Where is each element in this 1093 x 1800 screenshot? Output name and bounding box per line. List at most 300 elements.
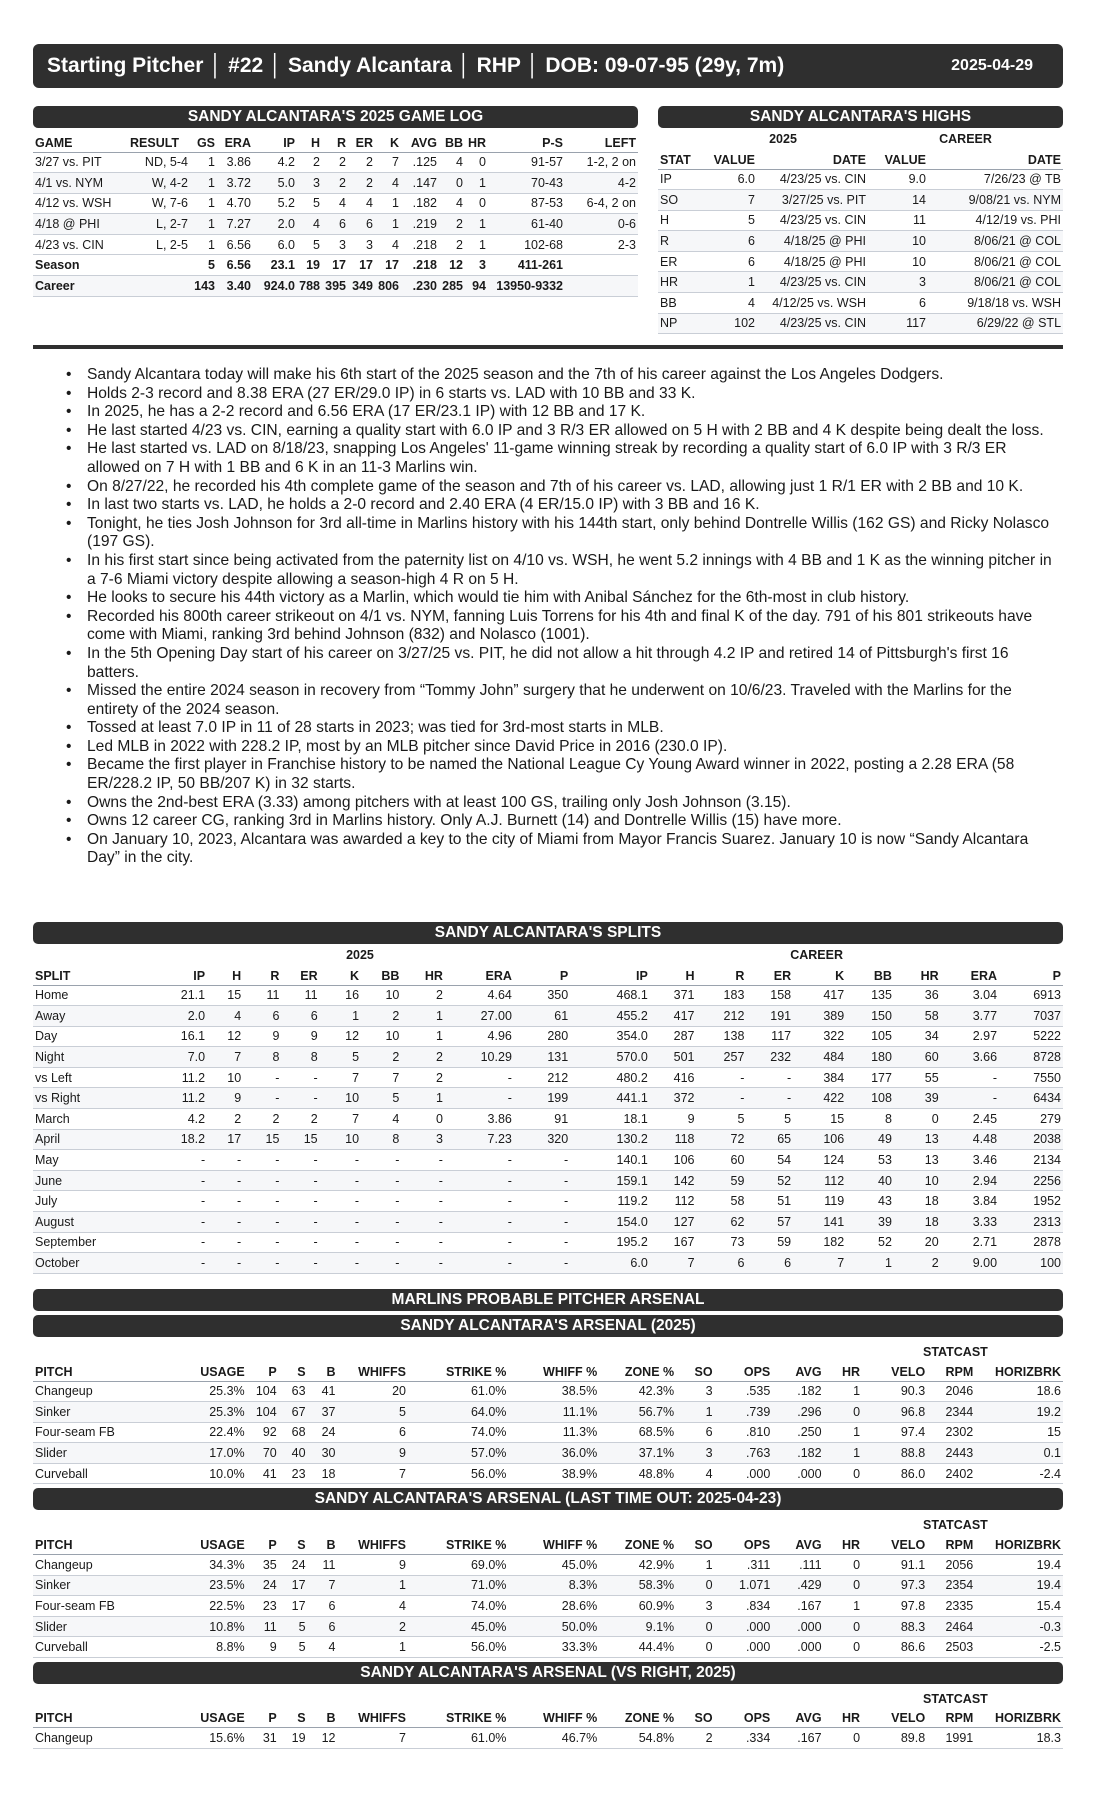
table-cell: 34.3% xyxy=(191,1554,247,1575)
table-row xyxy=(658,190,1063,211)
table-row xyxy=(33,276,638,297)
highs-table xyxy=(658,130,1063,334)
table-cell: 5 xyxy=(361,1088,401,1109)
table-cell: - xyxy=(150,1232,207,1253)
table-cell: 279 xyxy=(999,1109,1063,1130)
table-cell: 1 xyxy=(465,214,488,235)
table-cell: 23.5% xyxy=(191,1575,247,1596)
table-cell: 106 xyxy=(650,1150,697,1171)
table-row xyxy=(33,1170,1063,1191)
table-cell: 18 xyxy=(894,1212,941,1233)
table-cell: 16 xyxy=(320,985,361,1006)
table-cell: 1 xyxy=(190,152,217,173)
table-cell: 5 xyxy=(337,1402,408,1423)
table-cell: 257 xyxy=(697,1047,747,1068)
table-cell: 15 xyxy=(975,1422,1063,1443)
table-cell: 46.7% xyxy=(508,1728,599,1749)
table-row xyxy=(33,1728,1063,1749)
table-row xyxy=(658,231,1063,252)
table-cell: 38.9% xyxy=(508,1463,599,1484)
table-cell: 67 xyxy=(279,1402,308,1423)
table-cell: .000 xyxy=(772,1463,823,1484)
table-cell: 232 xyxy=(746,1047,793,1068)
table-cell: 8 xyxy=(846,1109,894,1130)
table-cell: 4 xyxy=(322,193,348,214)
table-cell: 112 xyxy=(650,1191,697,1212)
table-cell: 2 xyxy=(243,1109,281,1130)
note-item: • Holds 2-3 record and 8.38 ERA (27 ER/29.0 IP) in 6 starts vs. LAD with 10 BB and 33 K. xyxy=(60,385,1060,404)
table-cell: 501 xyxy=(650,1047,697,1068)
table-cell: 5222 xyxy=(999,1026,1063,1047)
table-cell: - xyxy=(281,1253,319,1274)
column-header: WHIFFS xyxy=(337,1533,408,1554)
table-cell: October xyxy=(33,1253,150,1274)
column-header: USAGE xyxy=(191,1533,247,1554)
splits-title: SANDY ALCANTARA'S SPLITS xyxy=(33,922,1063,944)
table-cell: 0 xyxy=(824,1402,862,1423)
column-header: B xyxy=(308,1360,338,1381)
table-cell: 7 xyxy=(320,1067,361,1088)
column-header: RPM xyxy=(927,1707,975,1728)
table-cell: 9 xyxy=(247,1637,279,1658)
table-cell: 40 xyxy=(846,1170,894,1191)
column-header: HR xyxy=(824,1533,862,1554)
table-cell: .111 xyxy=(772,1554,823,1575)
table-cell: 15.6% xyxy=(191,1728,247,1749)
column-header: SO xyxy=(676,1533,714,1554)
table-cell: 7550 xyxy=(999,1067,1063,1088)
table-cell: - xyxy=(401,1212,445,1233)
table-cell: 1 xyxy=(337,1575,408,1596)
table-cell: 5 xyxy=(297,234,322,255)
note-item: • Sandy Alcantara today will make his 6th start of the 2025 season and the 7th of his career against the Los Angeles Dodgers. xyxy=(60,366,1060,385)
table-cell: - xyxy=(207,1212,243,1233)
column-header: STAT xyxy=(658,148,698,169)
table-cell: 53 xyxy=(846,1150,894,1171)
table-cell: 280 xyxy=(514,1026,570,1047)
table-cell: 3 xyxy=(401,1129,445,1150)
table-cell: .125 xyxy=(401,152,439,173)
table-cell: 2 xyxy=(322,152,348,173)
table-cell: - xyxy=(361,1170,401,1191)
table-cell: - xyxy=(320,1232,361,1253)
column-header: PITCH xyxy=(33,1360,191,1381)
table-cell: 3.33 xyxy=(941,1212,999,1233)
column-header: SO xyxy=(676,1360,714,1381)
table-cell: 4.96 xyxy=(445,1026,514,1047)
table-cell: 68 xyxy=(279,1422,308,1443)
table-cell: Curveball xyxy=(33,1637,191,1658)
table-cell: 7 xyxy=(698,190,757,211)
table-cell: 0 xyxy=(824,1463,862,1484)
table-cell: - xyxy=(281,1232,319,1253)
column-header: USAGE xyxy=(191,1360,247,1381)
note-item: • He last started vs. LAD on 8/18/23, snapping Los Angeles' 11-game winning streak by recording a quality start of 6.0 IP with 3 R/3 ER allowed on 7 H with 1 BB and 6 K in an 11-3 Marlins win. xyxy=(60,440,1060,477)
table-cell: - xyxy=(150,1170,207,1191)
table-cell: .182 xyxy=(772,1443,823,1464)
table-cell: September xyxy=(33,1232,150,1253)
table-cell: 10 xyxy=(894,1170,941,1191)
table-cell: - xyxy=(207,1170,243,1191)
table-cell: .834 xyxy=(715,1596,773,1617)
table-cell: 74.0% xyxy=(408,1422,508,1443)
table-cell: 41 xyxy=(247,1463,279,1484)
table-cell: 4/12 vs. WSH xyxy=(33,193,128,214)
game-log-table xyxy=(33,131,638,297)
table-cell: 61-40 xyxy=(488,214,565,235)
table-cell: 17 xyxy=(207,1129,243,1150)
table-cell: - xyxy=(281,1067,319,1088)
table-cell: - xyxy=(401,1191,445,1212)
arsenal-block xyxy=(33,1662,1063,1749)
table-cell: 322 xyxy=(793,1026,846,1047)
column-header: ER xyxy=(348,131,375,152)
table-cell: 10 xyxy=(361,1026,401,1047)
table-cell: 1 xyxy=(824,1443,862,1464)
column-header: ERA xyxy=(445,964,514,985)
table-cell: 24 xyxy=(247,1575,279,1596)
column-header: HORIZBRK xyxy=(975,1533,1063,1554)
table-cell: 104 xyxy=(247,1402,279,1423)
table-cell: 70-43 xyxy=(488,173,565,194)
table-cell: 1 xyxy=(676,1554,714,1575)
table-cell: 6 xyxy=(676,1422,714,1443)
table-cell: 31 xyxy=(247,1728,279,1749)
header-row xyxy=(33,1533,1063,1554)
table-cell: 18.1 xyxy=(570,1109,650,1130)
table-cell: 0 xyxy=(676,1575,714,1596)
table-cell: 416 xyxy=(650,1067,697,1088)
column-header: AVG xyxy=(772,1533,823,1554)
column-header: P xyxy=(247,1360,279,1381)
table-cell: 6/29/22 @ STL xyxy=(928,313,1063,334)
column-header: WHIFF % xyxy=(508,1533,599,1554)
table-cell: 2056 xyxy=(927,1554,975,1575)
column-header: GAME xyxy=(33,131,128,152)
table-cell: 788 xyxy=(297,276,322,297)
table-cell: 9 xyxy=(281,1026,319,1047)
table-cell: 2464 xyxy=(927,1616,975,1637)
table-cell: - xyxy=(150,1150,207,1171)
table-cell: 5 xyxy=(297,193,322,214)
column-header: AVG xyxy=(772,1360,823,1381)
notes-list xyxy=(60,366,1060,868)
note-item: • Recorded his 800th career strikeout on 4/1 vs. NYM, fanning Luis Torrens for his 4th and final K of the day. 791 of his 801 strikeouts have come with Miami, ranking 3rd behind Johnson (832) and Nolasco (1001). xyxy=(60,608,1060,645)
table-cell: 6 xyxy=(698,231,757,252)
table-cell: 6 xyxy=(243,1006,281,1027)
page-title: Starting Pitcher │ #22 │ Sandy Alcantara │ RHP │ DOB: 09-07-95 (29y, 7m) xyxy=(47,54,785,77)
table-cell: 4 xyxy=(676,1463,714,1484)
table-cell: .230 xyxy=(401,276,439,297)
table-cell: 4/23/25 vs. CIN xyxy=(757,210,868,231)
table-cell: 14 xyxy=(868,190,928,211)
table-cell: 106 xyxy=(793,1129,846,1150)
table-cell: 2 xyxy=(322,173,348,194)
table-cell: .000 xyxy=(715,1463,773,1484)
table-cell: 91-57 xyxy=(488,152,565,173)
table-row xyxy=(33,193,638,214)
table-cell: 4.48 xyxy=(941,1129,999,1150)
table-cell: 2046 xyxy=(927,1381,975,1402)
table-row xyxy=(33,234,638,255)
table-cell: 3.86 xyxy=(217,152,253,173)
table-cell: 7.23 xyxy=(445,1129,514,1150)
table-cell: 0 xyxy=(824,1637,862,1658)
table-cell: 2038 xyxy=(999,1129,1063,1150)
table-cell: 2.0 xyxy=(150,1006,207,1027)
table-cell: 3 xyxy=(868,272,928,293)
table-cell: 1 xyxy=(320,1006,361,1027)
column-header: VELO xyxy=(862,1533,927,1554)
table-cell: 806 xyxy=(375,276,401,297)
header-row xyxy=(33,1360,1063,1381)
arsenal-table xyxy=(33,1360,1063,1484)
table-cell: 40 xyxy=(279,1443,308,1464)
table-cell: - xyxy=(207,1253,243,1274)
table-cell: - xyxy=(361,1150,401,1171)
highs-group-2025: 2025 xyxy=(769,132,797,146)
table-cell: 143 xyxy=(190,276,217,297)
table-cell: .311 xyxy=(715,1554,773,1575)
splits-group-2025: 2025 xyxy=(346,948,374,962)
table-cell: SO xyxy=(658,190,698,211)
table-cell: 3 xyxy=(676,1443,714,1464)
table-cell: 94 xyxy=(465,276,488,297)
table-cell: 6 xyxy=(308,1616,338,1637)
table-cell: .296 xyxy=(772,1402,823,1423)
table-cell: 6 xyxy=(281,1006,319,1027)
table-cell: 89.8 xyxy=(862,1728,927,1749)
table-row xyxy=(33,1006,1063,1027)
table-cell: 61.0% xyxy=(408,1728,508,1749)
table-cell: .763 xyxy=(715,1443,773,1464)
table-cell: - xyxy=(243,1232,281,1253)
table-cell: 28.6% xyxy=(508,1596,599,1617)
table-cell: .250 xyxy=(772,1422,823,1443)
table-cell: 70 xyxy=(247,1443,279,1464)
table-cell: 11 xyxy=(308,1554,338,1575)
table-cell: Slider xyxy=(33,1616,191,1637)
table-cell: 18.2 xyxy=(150,1129,207,1150)
table-cell: 2 xyxy=(401,1067,445,1088)
note-item: • Owns the 2nd-best ERA (3.33) among pitchers with at least 100 GS, trailing only Josh Johnson (3.15). xyxy=(60,794,1060,813)
table-cell: April xyxy=(33,1129,150,1150)
table-cell: - xyxy=(361,1212,401,1233)
table-cell: Sinker xyxy=(33,1402,191,1423)
table-cell: 54.8% xyxy=(599,1728,676,1749)
table-cell: 158 xyxy=(746,985,793,1006)
table-cell: 6913 xyxy=(999,985,1063,1006)
table-row xyxy=(33,1026,1063,1047)
column-header: LEFT xyxy=(565,131,638,152)
table-row xyxy=(33,1616,1063,1637)
column-header: H xyxy=(207,964,243,985)
table-cell: 4 xyxy=(348,193,375,214)
table-cell: 6 xyxy=(746,1253,793,1274)
table-cell: - xyxy=(150,1253,207,1274)
column-header: IP xyxy=(253,131,297,152)
table-cell: 24 xyxy=(279,1554,308,1575)
column-header: ZONE % xyxy=(599,1360,676,1381)
table-cell: BB xyxy=(658,293,698,314)
table-cell: 8/06/21 @ COL xyxy=(928,231,1063,252)
table-cell: 1 xyxy=(190,234,217,255)
column-header: R xyxy=(243,964,281,985)
note-item: • He looks to secure his 44th victory as a Marlin, which would tie him with Anibal Sánchez for the 6th-most in club history. xyxy=(60,589,1060,608)
table-cell: 395 xyxy=(322,276,348,297)
table-cell: 2 xyxy=(361,1047,401,1068)
table-cell: 9 xyxy=(650,1109,697,1130)
table-cell: - xyxy=(514,1191,570,1212)
table-cell: 7 xyxy=(207,1047,243,1068)
table-cell: 15.4 xyxy=(975,1596,1063,1617)
table-cell: 3/27/25 vs. PIT xyxy=(757,190,868,211)
table-cell: - xyxy=(243,1067,281,1088)
column-header: WHIFFS xyxy=(337,1360,408,1381)
table-cell: 37.1% xyxy=(599,1443,676,1464)
splits-table xyxy=(33,946,1063,1274)
note-item: • Led MLB in 2022 with 228.2 IP, most by an MLB pitcher since David Price in 2016 (230.0 IP). xyxy=(60,738,1060,757)
column-header: P xyxy=(247,1533,279,1554)
table-cell: 11.2 xyxy=(150,1067,207,1088)
note-item: • Tonight, he ties Josh Johnson for 3rd all-time in Marlins history with his 144th start, only behind Dontrelle Willis (162 GS) and Ricky Nolasco (197 GS). xyxy=(60,515,1060,552)
table-cell: 2354 xyxy=(927,1575,975,1596)
table-cell: 7037 xyxy=(999,1006,1063,1027)
table-cell: 7.27 xyxy=(217,214,253,235)
table-cell: 2 xyxy=(439,234,465,255)
table-cell: 13 xyxy=(894,1150,941,1171)
table-cell: 422 xyxy=(793,1088,846,1109)
table-cell: 10 xyxy=(320,1129,361,1150)
table-cell: .535 xyxy=(715,1381,773,1402)
table-cell: 51 xyxy=(746,1191,793,1212)
table-cell: 4/18 @ PHI xyxy=(33,214,128,235)
table-cell: 19.2 xyxy=(975,1402,1063,1423)
table-cell: Changeup xyxy=(33,1381,191,1402)
table-cell: 45.0% xyxy=(508,1554,599,1575)
highs-section xyxy=(658,106,1063,334)
table-cell: 7 xyxy=(308,1575,338,1596)
table-cell: 36.0% xyxy=(508,1443,599,1464)
table-row xyxy=(33,1191,1063,1212)
table-cell: 65 xyxy=(746,1129,793,1150)
table-cell: 117 xyxy=(746,1026,793,1047)
note-item: • On 8/27/22, he recorded his 4th complete game of the season and 7th of his career vs. LAD, allowing just 1 R/1 ER with 2 BB and 10 K. xyxy=(60,478,1060,497)
table-cell: 43 xyxy=(846,1191,894,1212)
table-cell: - xyxy=(243,1088,281,1109)
table-cell: May xyxy=(33,1150,150,1171)
table-cell: .429 xyxy=(772,1575,823,1596)
table-cell: 56.7% xyxy=(599,1402,676,1423)
table-cell: .334 xyxy=(715,1728,773,1749)
table-cell: 1 xyxy=(465,173,488,194)
table-cell: .218 xyxy=(401,234,439,255)
table-row xyxy=(658,251,1063,272)
table-cell: 69.0% xyxy=(408,1554,508,1575)
table-cell: 19 xyxy=(297,255,322,276)
arsenal-table xyxy=(33,1707,1063,1749)
table-cell: 5.0 xyxy=(253,173,297,194)
table-cell: 10 xyxy=(320,1088,361,1109)
table-cell: 6 xyxy=(348,214,375,235)
table-cell: 140.1 xyxy=(570,1150,650,1171)
table-cell: 27.00 xyxy=(445,1006,514,1027)
table-cell: 2.71 xyxy=(941,1232,999,1253)
table-cell: - xyxy=(697,1088,747,1109)
table-cell: 63 xyxy=(279,1381,308,1402)
table-cell: 59 xyxy=(697,1170,747,1191)
column-header: ERA xyxy=(217,131,253,152)
table-cell: Night xyxy=(33,1047,150,1068)
table-cell: 48.8% xyxy=(599,1463,676,1484)
table-cell: - xyxy=(941,1088,999,1109)
table-cell: 9/18/18 vs. WSH xyxy=(928,293,1063,314)
table-cell: .182 xyxy=(772,1381,823,1402)
table-cell: 468.1 xyxy=(570,985,650,1006)
table-cell: .810 xyxy=(715,1422,773,1443)
table-cell: 25.3% xyxy=(191,1402,247,1423)
table-cell: 4.2 xyxy=(253,152,297,173)
table-cell xyxy=(565,276,638,297)
column-header: OPS xyxy=(715,1360,773,1381)
table-cell: 59 xyxy=(746,1232,793,1253)
statcast-label: STATCAST xyxy=(923,1691,988,1706)
table-cell: 6.56 xyxy=(217,255,253,276)
table-row xyxy=(658,293,1063,314)
table-cell: 12 xyxy=(439,255,465,276)
table-row xyxy=(33,1150,1063,1171)
table-row xyxy=(33,214,638,235)
table-cell: 8/06/21 @ COL xyxy=(928,251,1063,272)
table-cell: 3 xyxy=(322,234,348,255)
table-cell: 6 xyxy=(698,251,757,272)
table-cell: 484 xyxy=(793,1047,846,1068)
table-cell: 138 xyxy=(697,1026,747,1047)
table-cell: 7 xyxy=(361,1067,401,1088)
table-cell: 350 xyxy=(514,985,570,1006)
table-cell: - xyxy=(207,1150,243,1171)
column-header: IP xyxy=(570,964,650,985)
highs-group-career: CAREER xyxy=(939,132,992,146)
table-cell: 12 xyxy=(320,1026,361,1047)
table-cell: 39 xyxy=(894,1088,941,1109)
note-item: • Became the first player in Franchise history to be named the National League Cy Young Award winner in 2022, posting a 2.28 ERA (58 ER/228.2 IP, 50 BB/207 K) in 32 starts. xyxy=(60,756,1060,793)
table-cell: vs Right xyxy=(33,1088,150,1109)
table-cell: 17 xyxy=(348,255,375,276)
table-cell: - xyxy=(514,1253,570,1274)
table-row xyxy=(658,272,1063,293)
table-cell: 30 xyxy=(308,1443,338,1464)
table-cell: 23 xyxy=(247,1596,279,1617)
table-cell: 73 xyxy=(697,1232,747,1253)
column-header: R xyxy=(697,964,747,985)
table-cell: 5 xyxy=(320,1047,361,1068)
arsenal-table xyxy=(33,1533,1063,1657)
arsenal-block xyxy=(33,1488,1063,1657)
table-cell: July xyxy=(33,1191,150,1212)
table-cell: 9 xyxy=(207,1088,243,1109)
table-cell: June xyxy=(33,1170,150,1191)
table-cell: .000 xyxy=(772,1637,823,1658)
splits-group-career: CAREER xyxy=(790,948,843,962)
table-cell: 1-2, 2 on xyxy=(565,152,638,173)
table-cell: Four-seam FB xyxy=(33,1596,191,1617)
table-cell: 8 xyxy=(281,1047,319,1068)
table-cell: 5 xyxy=(190,255,217,276)
column-header: STRIKE % xyxy=(408,1533,508,1554)
table-cell: 1 xyxy=(190,214,217,235)
table-cell: - xyxy=(514,1170,570,1191)
